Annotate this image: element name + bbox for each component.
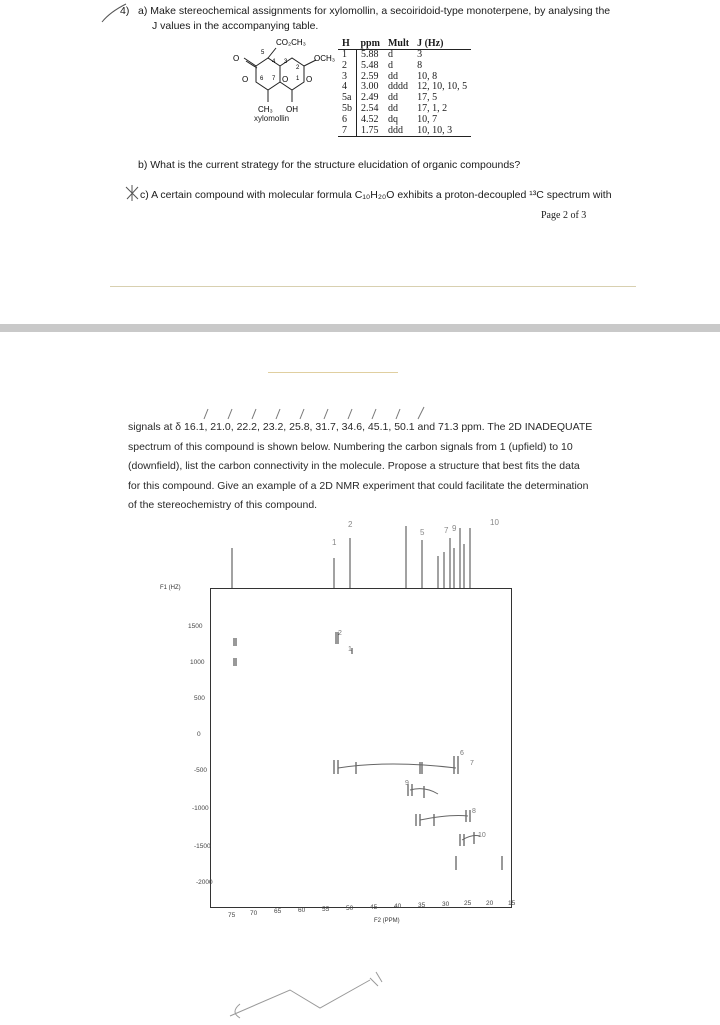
- table-cell: dq: [387, 113, 398, 125]
- y-tick-label: -2000: [196, 879, 213, 886]
- table-cell: 2.59: [361, 70, 379, 82]
- y-tick-label: 500: [194, 695, 205, 702]
- atom-2-label: 2: [296, 65, 300, 71]
- table-cell: dddd: [387, 81, 408, 93]
- table-cell: 8: [417, 59, 423, 71]
- handwritten-mark: 7: [444, 526, 449, 535]
- table-header: Mult: [384, 38, 413, 50]
- paragraph-line: signals at δ 16.1, 21.0, 22.2, 23.2, 25.8, 31.7, 34.6, 45.1, 50.1 and 71.3 ppm. The 2D INADEQUATE: [128, 421, 593, 433]
- handwritten-mark: 6: [460, 750, 464, 757]
- page-number: Page 2 of 3: [541, 210, 587, 221]
- handwritten-mark: 9: [405, 780, 409, 787]
- table-cell: d: [387, 49, 393, 60]
- table-cell: 4: [338, 82, 357, 93]
- table-cell: 5a: [338, 93, 357, 104]
- question-number: 4): [120, 5, 130, 17]
- table-row: [338, 115, 471, 126]
- f1-axis-label: F1 (HZ): [160, 585, 181, 591]
- table-cell: 5.48: [361, 59, 379, 71]
- table-cell: 3: [338, 72, 357, 83]
- table-cell: dd: [387, 70, 398, 82]
- x-tick-label: 40: [394, 903, 402, 910]
- o-ring-label: O: [282, 75, 289, 84]
- handwritten-mark: 9: [452, 524, 457, 533]
- table-cell: ddd: [384, 126, 413, 137]
- table-cell: 2.54: [361, 102, 379, 114]
- table-cell: 5.88: [361, 49, 379, 60]
- table-cell: 10, 10, 3: [413, 126, 471, 137]
- atom-7-label: 7: [272, 76, 276, 82]
- table-header: J (Hz): [413, 38, 471, 50]
- co2ch3-label: CO₂CH₃: [276, 38, 306, 47]
- page-separator: [0, 324, 720, 332]
- x-tick-label: 45: [370, 904, 378, 911]
- atom-4-label: 4: [272, 59, 276, 65]
- table-cell: dd: [387, 102, 398, 114]
- x-tick-label: 65: [274, 908, 282, 915]
- atom-1-label: 1: [296, 76, 300, 82]
- x-tick-label: 35: [418, 902, 426, 909]
- x-tick-label: 70: [250, 910, 258, 917]
- x-tick-label: 30: [442, 901, 450, 908]
- xylomollin-structure: [226, 36, 340, 126]
- table-cell: 12, 10, 10, 5: [417, 81, 468, 93]
- pen-scribbles: [200, 960, 460, 1020]
- question-4c: c) A certain compound with molecular formula C₁₀H₂₀O exhibits a proton-decoupled ¹³C spectrum with: [140, 189, 612, 201]
- y-tick-label: 1500: [188, 623, 203, 630]
- o-right-label: O: [306, 75, 313, 84]
- pen-stroke-mark: [100, 0, 130, 24]
- table-row: [338, 82, 471, 93]
- paragraph-line: for this compound. Give an example of a 2D NMR experiment that could facilitate the determination: [128, 479, 589, 492]
- ch3-label: CH₃: [258, 105, 273, 114]
- table-header: ppm: [357, 38, 384, 50]
- x-tick-label: 25: [464, 900, 472, 907]
- handwritten-mark: 1: [332, 538, 337, 547]
- x-tick-label: 75: [228, 912, 236, 919]
- question-4a-line1: a) Make stereochemical assignments for xylomollin, a secoiridoid-type monoterpene, by analysing the: [138, 5, 611, 17]
- table-cell: d: [387, 59, 393, 71]
- table-cell: 7: [338, 126, 357, 137]
- oh-label: OH: [286, 105, 298, 114]
- scan-line: [110, 286, 636, 287]
- y-tick-label: -1500: [194, 843, 211, 850]
- y-tick-label: 0: [197, 731, 201, 738]
- table-cell: 6: [338, 115, 357, 126]
- table-cell: 5b: [338, 104, 357, 115]
- x-tick-label: 55: [322, 906, 330, 913]
- table-cell: 4.52: [361, 113, 379, 125]
- table-cell: 2.49: [361, 92, 379, 104]
- paragraph-line: spectrum of this compound is shown below. Numbering the carbon signals from 1 (upfield) to 10: [128, 440, 573, 453]
- atom-6-label: 6: [260, 76, 264, 82]
- table-cell: 3.00: [361, 81, 379, 93]
- paragraph-line: of the stereochemistry of this compound.: [128, 499, 318, 511]
- handwritten-mark: 10: [478, 832, 486, 839]
- question-paragraph: [128, 418, 598, 516]
- table-row: [338, 61, 471, 72]
- carbon-1d-spectrum: [222, 518, 522, 590]
- table-row: [338, 50, 471, 61]
- x-tick-label: 60: [298, 907, 306, 914]
- table-header: H: [338, 38, 357, 50]
- f2-axis-label: F2 (PPM): [374, 918, 400, 924]
- handwritten-mark: 10: [490, 518, 499, 527]
- pen-star-mark: [124, 184, 142, 202]
- table-row: [338, 104, 471, 115]
- table-row: [338, 126, 471, 137]
- j-values-table: [338, 38, 471, 137]
- table-cell: dd: [387, 92, 398, 104]
- handwritten-mark: 5: [420, 528, 425, 537]
- table-cell: 17, 5: [417, 92, 438, 104]
- x-tick-label: 20: [486, 900, 494, 907]
- x-tick-label: 15: [508, 900, 516, 907]
- handwritten-mark: 2: [338, 630, 342, 637]
- y-tick-label: -1000: [192, 805, 209, 812]
- table-cell: 10, 7: [417, 113, 438, 125]
- handwritten-mark: 2: [348, 520, 353, 529]
- atom-5-label: 5: [261, 50, 265, 56]
- table-cell: 1.75: [357, 126, 384, 137]
- question-4b: b) What is the current strategy for the structure elucidation of organic compounds?: [138, 159, 521, 171]
- atom-3-label: 3: [284, 59, 288, 65]
- question-4a-line2: J values in the accompanying table.: [152, 20, 319, 32]
- o-mid-label: O: [242, 75, 249, 84]
- pen-tick-marks: [190, 405, 460, 421]
- och3-label: OCH₃: [314, 54, 336, 63]
- table-cell: 1: [338, 50, 357, 61]
- table-cell: 3: [417, 49, 423, 60]
- table-cell: 2: [338, 61, 357, 72]
- structure-name: xylomollin: [254, 114, 290, 123]
- handwritten-mark: 1: [348, 646, 352, 653]
- paragraph-line: (downfield), list the carbon connectivity in the molecule. Propose a structure that best fits the data: [128, 460, 580, 472]
- table-cell: 17, 1, 2: [417, 102, 448, 114]
- table-row: [338, 93, 471, 104]
- x-tick-label: 50: [346, 905, 354, 912]
- o-top-label: O: [233, 54, 240, 63]
- handwritten-mark: 7: [470, 760, 474, 767]
- handwritten-mark: 8: [472, 808, 476, 815]
- y-tick-label: -500: [194, 767, 208, 774]
- scan-line: [268, 372, 398, 373]
- inadequate-correlations: [210, 588, 512, 908]
- table-cell: 10, 8: [417, 70, 438, 82]
- y-tick-label: 1000: [190, 659, 205, 666]
